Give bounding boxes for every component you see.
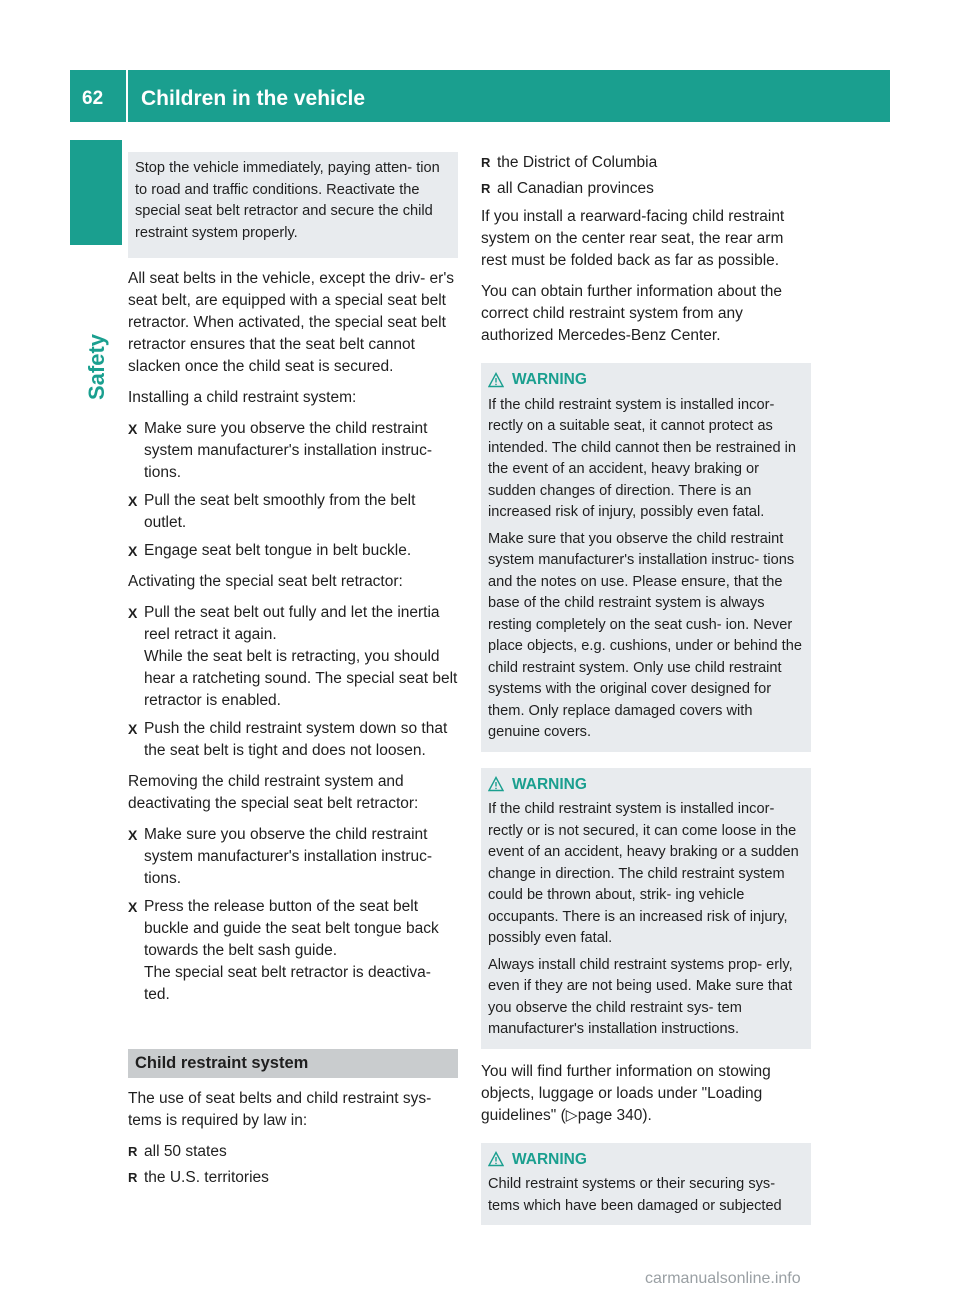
- warning-label: WARNING: [512, 371, 587, 388]
- warning-text: Child restraint systems or their securing sys- tems which have been damaged or subjected: [488, 1176, 782, 1214]
- warning-box: [481, 363, 811, 752]
- stowing-paragraph: [481, 1061, 811, 1127]
- header-divider: [126, 70, 128, 122]
- step-text: Push the child restraint system down so that the seat belt is tight and does not loosen.: [144, 720, 448, 759]
- page-reference-link[interactable]: page 340).: [577, 1106, 652, 1124]
- section-heading: Child restraint system: [128, 1049, 458, 1078]
- list-item-text: all 50 states: [144, 1143, 227, 1160]
- step-note: The special seat belt retractor is deactiva- ted.: [144, 964, 431, 1003]
- warning-text: Always install child restraint systems prop- erly, even if they are not being used. Make sure that you observe the child restraint sys- tem manufacturer's installation instructions.: [488, 956, 793, 1037]
- installing-heading: Installing a child restraint system:: [128, 389, 357, 406]
- list-item-text: all Canadian provinces: [497, 180, 654, 197]
- step-text: Pull the seat belt out fully and let the inertia reel retract it again.: [144, 604, 440, 643]
- left-column: [128, 152, 458, 1193]
- step-item: [128, 490, 458, 534]
- removing-heading: Removing the child restraint system and deactivating the special seat belt retractor:: [128, 773, 419, 812]
- side-tab-label: Safety: [84, 333, 109, 400]
- side-tab-block: [70, 140, 122, 245]
- warning-heading: [488, 1149, 805, 1171]
- step-item: [128, 602, 458, 712]
- step-arrow-icon: X: [128, 721, 138, 737]
- stowing-text: You will find further information on stowing objects, luggage or loads under "Loading guidelines" (: [481, 1062, 771, 1124]
- warning-heading: [488, 774, 805, 796]
- step-text: Make sure you observe the child restraint system manufacturer's installation instruc- tions.: [144, 420, 433, 481]
- armrest-paragraph: If you install a rearward-facing child restraint system on the center rear seat, the rear arm rest must be folded back as far as possible.: [481, 208, 785, 269]
- step-arrow-icon: X: [128, 421, 138, 437]
- page-number: 62: [82, 88, 104, 109]
- step-arrow-icon: X: [128, 543, 138, 559]
- retractor-paragraph: All seat belts in the vehicle, except the driv- er's seat belt, are equipped with a special seat belt retractor. When activated, the special seat belt retractor ensures that the seat belt cannot slacken once the child seat is secured.: [128, 270, 455, 375]
- right-column: [481, 152, 811, 1241]
- list-item-text: the District of Columbia: [497, 154, 658, 171]
- warning-triangle-icon: [488, 776, 504, 792]
- watermark: carmanualsonline.info: [645, 1270, 801, 1287]
- warning-text: If the child restraint system is installed incor- rectly on a suitable seat, it cannot protect as intended. The child cannot then be restrained in the event of an accident, heavy braking or sudden changes of direction. There is an increased risk of injury, possibly even fatal.: [488, 396, 797, 520]
- step-item: [128, 896, 458, 1006]
- step-item: [128, 718, 458, 762]
- list-item: [128, 1167, 458, 1189]
- step-item: [128, 418, 458, 484]
- bullet-icon: R: [481, 181, 491, 196]
- bullet-icon: R: [128, 1144, 138, 1159]
- bullet-icon: R: [128, 1170, 138, 1185]
- warning-box: [481, 768, 811, 1049]
- warning-triangle-icon: [488, 1151, 504, 1167]
- section-paragraph: The use of seat belts and child restraint sys- tems is required by law in:: [128, 1090, 432, 1129]
- list-item-text: the U.S. territories: [144, 1169, 269, 1186]
- info-paragraph: You can obtain further information about the correct child restraint system from any authorized Mercedes-Benz Center.: [481, 283, 783, 344]
- step-text: Press the release button of the seat belt buckle and guide the seat belt tongue back towards the belt sash guide.: [144, 898, 439, 959]
- warning-text: Make sure that you observe the child restraint system manufacturer's installation instruc- tions and the notes on use. Please ensure, that the base of the child restraint system is always resting completely on the seat cush- ion. Never place objects, e.g. cushions, under or behind the child restraint system. Only use child restraint systems with the original cover designed for them. Only replace damaged covers with genuine covers.: [488, 530, 802, 740]
- step-text: Pull the seat belt smoothly from the belt outlet.: [144, 492, 416, 531]
- warning-text: If the child restraint system is installed incor- rectly or is not secured, it can come loose in the event of an accident, heavy braking or a sudden change in direction. The child restraint system could be thrown about, strik- ing vehicle occupants. There is an increased risk of injury, possibly even fatal.: [488, 801, 799, 946]
- step-arrow-icon: X: [128, 493, 138, 509]
- step-text: Make sure you observe the child restraint system manufacturer's installation instruc- tions.: [144, 826, 433, 887]
- step-arrow-icon: X: [128, 827, 138, 843]
- list-item: [128, 1141, 458, 1163]
- warning-box: [481, 1143, 811, 1226]
- warning-label: WARNING: [512, 775, 587, 793]
- page-ref-arrow-icon: ▷: [565, 1106, 578, 1124]
- warning-heading: [488, 369, 805, 391]
- list-item: [481, 178, 811, 200]
- step-arrow-icon: X: [128, 605, 138, 621]
- installing-steps: [128, 418, 458, 562]
- step-arrow-icon: X: [128, 899, 138, 915]
- activating-steps: [128, 602, 458, 762]
- removing-steps: [128, 824, 458, 1006]
- list-item: [481, 152, 811, 174]
- page-header: [70, 70, 890, 122]
- bullet-icon: R: [481, 155, 491, 170]
- warning-triangle-icon: [488, 372, 504, 388]
- step-note: While the seat belt is retracting, you should hear a ratcheting sound. The special seat belt retractor is enabled.: [144, 648, 458, 709]
- warning-label: WARNING: [512, 1150, 587, 1168]
- step-item: [128, 540, 458, 562]
- activating-heading: Activating the special seat belt retractor:: [128, 573, 403, 590]
- step-item: [128, 824, 458, 890]
- intro-note-text: Stop the vehicle immediately, paying atten- tion to road and traffic conditions. Reactivate the special seat belt retractor and secure the child restraint system properly.: [135, 160, 440, 241]
- intro-note-box: [128, 152, 458, 258]
- step-text: Engage seat belt tongue in belt buckle.: [144, 542, 412, 559]
- page-title: Children in the vehicle: [141, 87, 366, 110]
